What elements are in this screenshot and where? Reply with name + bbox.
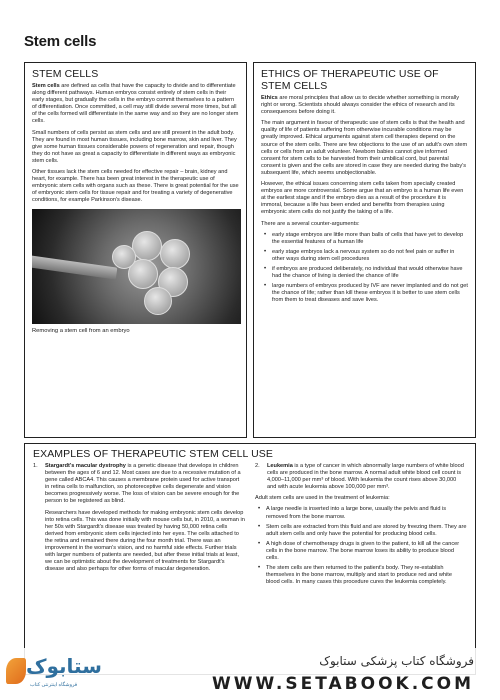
list-item <box>33 463 245 506</box>
embryo-cell <box>144 287 172 315</box>
page-title: Stem cells <box>24 33 97 50</box>
counter-arguments-list <box>263 232 468 305</box>
term-leukemia: Leukemia <box>267 463 293 469</box>
list-item: • Stem cells are extracted from this fluid and are stored by freezing them. They are adult stem cells and only have the potential for producing blood cells. <box>257 524 467 538</box>
setabook-logo[interactable] <box>4 652 102 696</box>
list-item: • large numbers of embryos produced by IVF are never implanted and do not get the chance of life; rather than kill these embryos it is better to use stem cells from them to treat diseases and save lives. <box>263 283 468 304</box>
ethics-paragraph-4: There are a several counter-arguments: <box>261 220 360 227</box>
term-stem-cells: Stem cells <box>32 83 60 89</box>
list-item: • if embryos are produced deliberately, no individual that would otherwise have had the chance of living is denied the chance of life <box>263 266 468 280</box>
example-list-right <box>255 463 467 491</box>
term-ethics: Ethics <box>261 95 278 101</box>
list-item: • early stage embryos are little more than balls of cells that have yet to develop the essential features of a human life <box>263 232 468 246</box>
stargardt-paragraph-2: Researchers have developed methods for making embryonic stem cells develop into retina cells. This was done initially with mouse cells but, in 2010, a woman in her 50s with Stargardt's disease was treated by having 50,000 retina cells derived from embryonic stem cells injected into her eyes. The cells attached to the retina and remained there during the four month trial. There was an improvement in the woman's vision, and no harmful side effects. Further trials with larger numbers of patients are needed, but after these initial trials at least, we can be optimistic about the development of treatments for Stargardt's disease and also perhaps for other forms of macular degeneration. <box>45 509 245 573</box>
ethics-box <box>253 62 476 438</box>
examples-heading: EXAMPLES OF THERAPEUTIC STEM CELL USE <box>33 448 274 460</box>
ethics-paragraph-3: However, the ethical issues concerning stem cells taken from specially created embryos are more controversial. Some argue that an embryo is a human life even at the earliest stage and if the embryo dies as a result of the procedure it is immoral, because a life has been ended and benefits from therapies using embryonic stem cells do not justify the taking of a life. <box>261 181 464 216</box>
embryo-cell <box>160 239 190 269</box>
stem-cells-definition: are defined as cells that have the capacity to divide and to differentiate along different pathways. Human embryos consist entirely of stem cells in their early stages, but gradually the cells in the embryo commit themselves to a pattern of differentiation. Once committed, a cell may still divide several more times, but all of the cells formed will differentiate in the same way and so they are no longer stem cells. <box>32 83 239 125</box>
stem-cells-heading: STEM CELLS <box>32 68 99 80</box>
ethics-paragraph-2: The main argument in favour of therapeutic use of stem cells is that the health and quality of life of patients suffering from otherwise incurable conditions may be greatly improved. Ethical arguments against stem cell therapies depend on the source of the stem cells. There are few objections to the use of an adult's own stem cells or cells from an adult volunteer. Newborn babies cannot give informed consent for stem cells to be harvested from their umbilical cord, but parental consent is given and the cells are stored in case they are needed during the baby's subsequent life, which seems unobjectionable. <box>261 120 468 176</box>
list-item: • A high dose of chemotherapy drugs is given to the patient, to kill all the cancer cells in the bone marrow. The bone marrow loses its ability to produce blood cells. <box>257 541 467 562</box>
embryo-cell <box>112 245 136 269</box>
list-item: • early stage embryos lack a nervous system so do not feel pain or suffer in other ways during stem cell procedures <box>263 249 468 263</box>
logo-wordmark: ستابوک <box>26 654 102 678</box>
logo-wing-icon <box>6 658 26 684</box>
stem-cells-box <box>24 62 247 438</box>
examples-left-column <box>33 463 245 589</box>
stem-cells-paragraph-3: Other tissues lack the stem cells needed for effective repair – brain, kidney and heart, for example. There has been great interest in the therapeutic use of embryonic stem cells with organs such as these. There is great potential for the use of embryonic stem cells for tissue repair and for treating a variety of degenerative conditions, for example Parkinson's disease. <box>32 169 239 204</box>
pipette-shape <box>32 254 117 279</box>
examples-columns <box>33 463 467 589</box>
examples-right-column <box>255 463 467 589</box>
item-number: 1. <box>33 463 38 469</box>
example-list-left <box>33 463 245 506</box>
stem-cells-paragraph-2: Small numbers of cells persist as stem cells and are still present in the adult body. They are found in most human tissues, including bone marrow, skin and liver. They give some human tissues considerable powers of regeneration and repair, though they do not have as great a capacity to differentiate in different ways as embryonic stem cells. <box>32 129 237 164</box>
list-item: • The stem cells are then returned to the patient's body. They re-establish themselves in the bone marrow, multiply and start to produce red and white blood cells. In many cases this procedure cures the leukemia completely. <box>257 565 467 586</box>
watermark-footer <box>0 648 500 700</box>
stem-cells-paragraph-1 <box>32 83 239 126</box>
ethics-heading: ETHICS OF THERAPEUTIC USE OF STEM CELLS <box>261 68 439 92</box>
item-number: 2. <box>255 463 260 469</box>
list-item <box>255 463 467 491</box>
stargardt-description: is a genetic disease that develops in children between the ages of 6 and 12. Most cases are due to a recessive mutation of a gene called ABCA4. This causes a membrane protein used for active transport in retina cells to malfunction, so photoreceptive cells degenerate and vision becomes progressively worse. The loss of vision can be severe enough for the person to be registered as blind. <box>45 463 241 505</box>
embryo-cell <box>132 231 162 261</box>
embryo-photo <box>32 209 241 324</box>
ethics-paragraph-1 <box>261 95 468 116</box>
term-stargardt: Stargardt's macular dystrophy <box>45 463 126 469</box>
list-item: • A large needle is inserted into a large bone, usually the pelvis and fluid is removed from the bone marrow. <box>257 506 467 520</box>
leukemia-paragraph-2: Adult stem cells are used in the treatment of leukemia: <box>255 495 390 502</box>
store-url-link[interactable]: WWW.SETABOOK.COM <box>212 674 474 694</box>
photo-caption: Removing a stem cell from an embryo <box>32 327 130 334</box>
leukemia-description: is a type of cancer in which abnormally large numbers of white blood cells are produced in the bone marrow. A normal adult white blood cell count is 4,000–11,000 per mm³ of blood. With leukemia the count rises above 30,000 and with acute leukemia above 100,000 per mm³. <box>267 463 464 491</box>
store-name: فروشگاه کتاب پزشکی ستابوک <box>319 654 474 668</box>
logo-tagline: فروشگاه اینترنتی کتاب <box>30 682 78 688</box>
examples-box <box>24 443 476 675</box>
leukemia-steps-list <box>257 506 467 586</box>
ethics-definition: are moral principles that allow us to decide whether something is morally right or wrong. Scientists should always consider the ethics of research and its consequences before doing it. <box>261 95 460 116</box>
